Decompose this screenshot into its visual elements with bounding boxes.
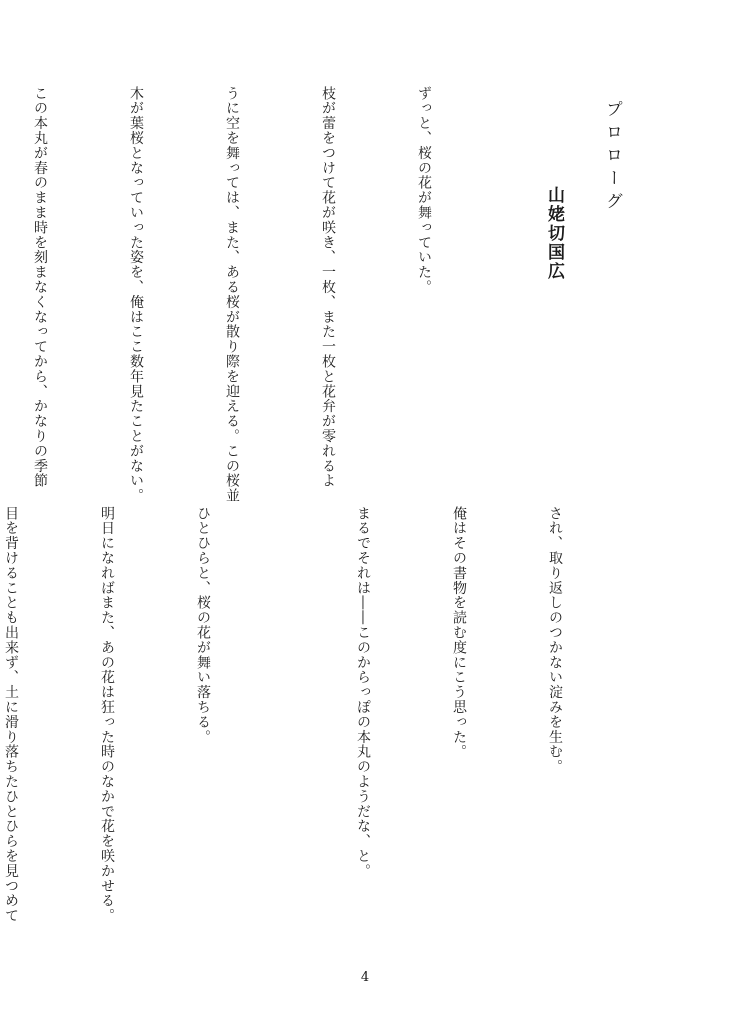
chapter-title: プロローグ (602, 100, 622, 215)
body-text-bottom (3, 506, 635, 946)
text-line: され、取り返しのつかない淀みを生む。 (547, 506, 563, 775)
page-number: 4 (360, 970, 370, 985)
text-line: ずっと、桜の花が舞っていた。 (416, 86, 432, 295)
text-line: 目を背けることも出来ず、土に滑り落ちたひとひらを見つめて (3, 506, 19, 924)
text-line: 俺はその書物を読む度にこう思った。 (451, 506, 467, 760)
body-text-top (32, 86, 504, 512)
author-name: 山姥切国広 (544, 186, 564, 281)
text-line: この本丸が春のまま時を刻まなくなってから、かなりの季節 (32, 86, 48, 489)
text-line: 木が葉桜となっていった姿を、俺はここ数年見たことがない。 (128, 86, 144, 504)
text-line: ひとひらと、桜の花が舞い落ちる。 (195, 506, 211, 745)
text-line: うに空を舞っては、また、ある桜が散り際を迎える。この桜並 (224, 86, 240, 504)
text-line: 枝が蕾をつけて花が咲き、一枚、また一枚と花弁が零れるよ (320, 86, 336, 489)
text-line: まるでそれは――このからっぽの本丸のようだな、と。 (355, 506, 371, 879)
text-line: 明日になればまた、あの花は狂った時のなかで花を咲かせる。 (99, 506, 115, 924)
